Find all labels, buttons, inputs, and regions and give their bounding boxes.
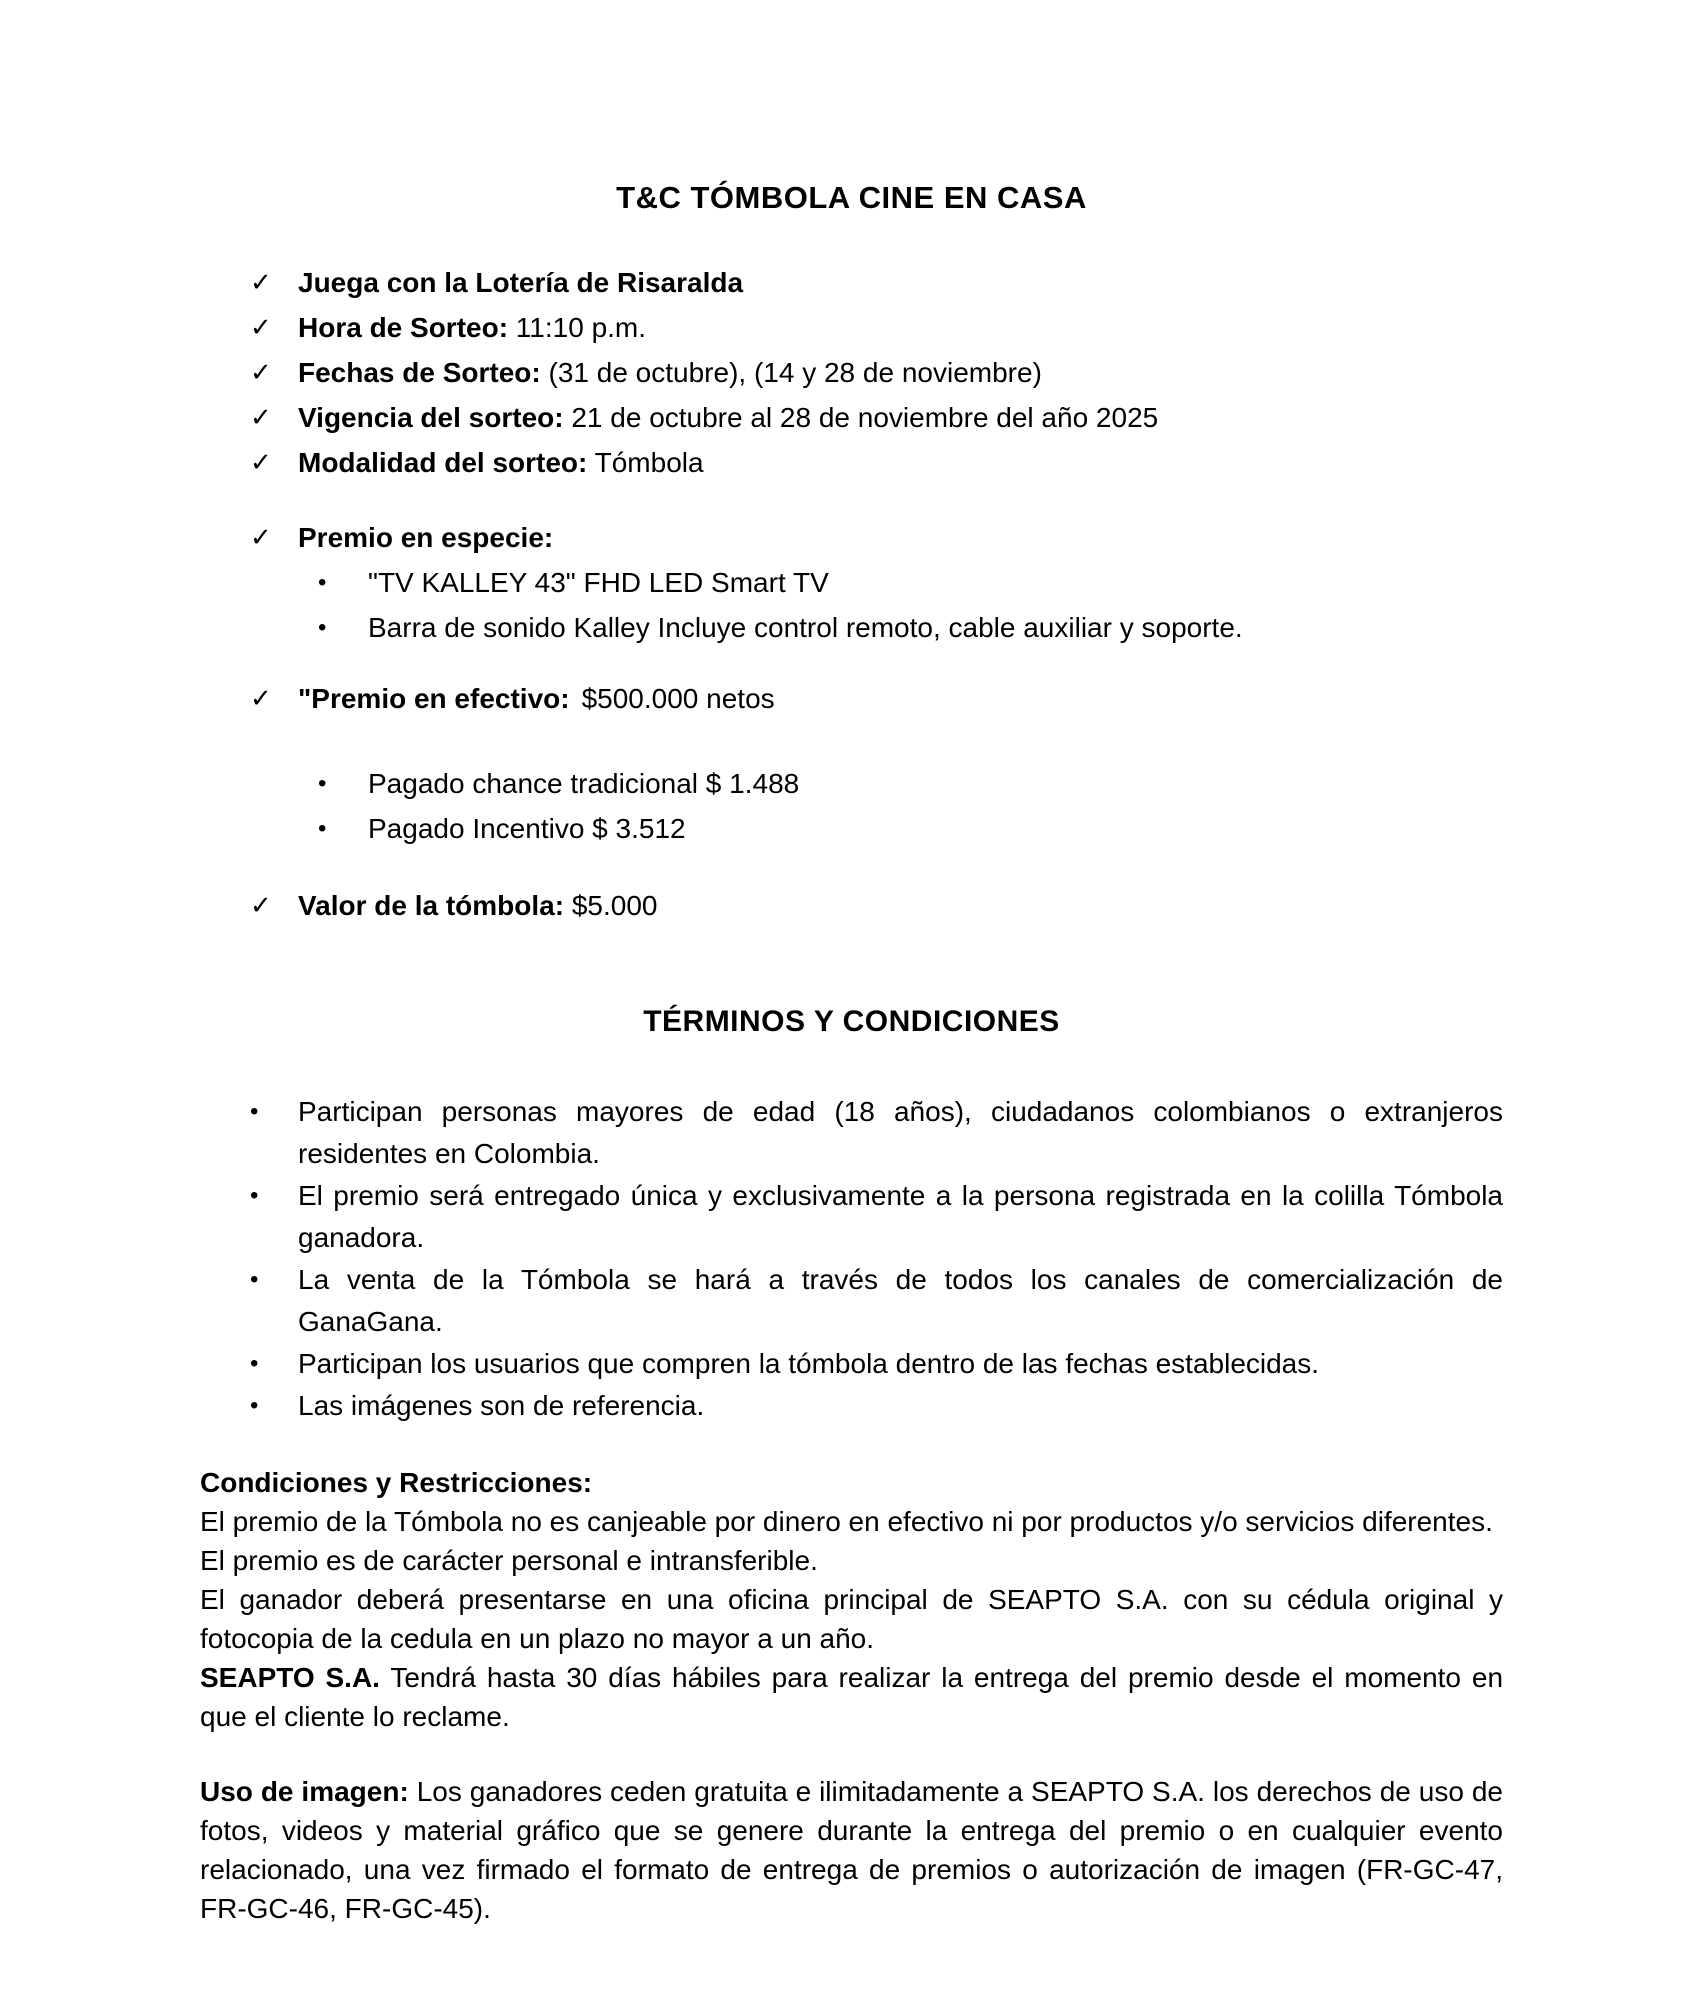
bullet-icon: • xyxy=(318,770,327,797)
bullet-icon: • xyxy=(318,815,327,842)
item-label: Hora de Sorteo: xyxy=(298,312,509,343)
item-label: Premio en especie: xyxy=(298,522,554,553)
list-item-text xyxy=(298,515,553,560)
checkmark-icon: ✓ xyxy=(250,402,272,432)
list-item-text xyxy=(298,883,657,928)
terms-list xyxy=(200,1091,1503,1427)
list-item-text xyxy=(298,305,646,350)
term-item xyxy=(200,1385,1503,1427)
item-value: 21 de octubre al 28 de noviembre del año 2025 xyxy=(563,402,1159,433)
seapto-text: Tendrá hasta 30 días hábiles para realizar la entrega del premio desde el momento en que el cliente lo reclame. xyxy=(200,1662,1504,1732)
list-item-text xyxy=(298,395,1158,440)
term-text: Las imágenes son de referencia. xyxy=(298,1390,705,1421)
term-item xyxy=(200,1091,1503,1175)
checkmark-icon: ✓ xyxy=(250,683,272,713)
list-item-text xyxy=(298,676,775,721)
list-item xyxy=(200,260,1503,305)
bullet-icon: • xyxy=(318,569,327,596)
item-label: Fechas de Sorteo: xyxy=(298,357,541,388)
item-label: "Premio en efectivo: xyxy=(298,683,570,714)
term-item xyxy=(200,1175,1503,1259)
item-label: Vigencia del sorteo: xyxy=(298,402,564,433)
conditions-paragraph-seapto xyxy=(200,1658,1503,1736)
list-item xyxy=(200,440,1503,485)
conditions-section xyxy=(200,1463,1503,1736)
list-item-text xyxy=(298,350,1042,395)
seapto-lead: SEAPTO S.A. xyxy=(200,1662,380,1693)
bullet-icon: • xyxy=(318,614,327,641)
checkmark-icon: ✓ xyxy=(250,312,272,342)
bullet-icon: • xyxy=(250,1266,259,1293)
premio-especie-item xyxy=(200,515,1503,560)
list-item xyxy=(200,305,1503,350)
draw-info-checklist xyxy=(200,260,1503,485)
list-item-text xyxy=(298,260,743,305)
term-text: La venta de la Tómbola se hará a través de todos los canales de comercialización de GanaGana. xyxy=(298,1264,1503,1337)
term-text: Participan los usuarios que compren la tómbola dentro de las fechas establecidas. xyxy=(298,1348,1320,1379)
list-item xyxy=(200,395,1503,440)
term-item xyxy=(200,1343,1503,1385)
checkmark-icon: ✓ xyxy=(250,357,272,387)
checkmark-icon: ✓ xyxy=(250,447,272,477)
premio-especie-subitem xyxy=(200,560,1503,605)
image-use-paragraph xyxy=(200,1772,1503,1928)
premio-efectivo-subitem xyxy=(200,806,1503,851)
subitem-text: Pagado chance tradicional $ 1.488 xyxy=(368,768,800,799)
bullet-icon: • xyxy=(250,1182,259,1209)
checkmark-icon: ✓ xyxy=(250,890,272,920)
page-title: T&C TÓMBOLA CINE EN CASA xyxy=(616,180,1087,215)
list-item-text xyxy=(298,440,704,485)
conditions-paragraph: El premio es de carácter personal e intransferible. xyxy=(200,1545,818,1576)
checkmark-icon: ✓ xyxy=(250,522,272,552)
item-label: Juega con la Lotería de Risaralda xyxy=(298,267,744,298)
item-value: $5.000 xyxy=(564,890,658,921)
premio-efectivo-subitem xyxy=(200,761,1503,806)
subitem-text: Pagado Incentivo $ 3.512 xyxy=(368,813,686,844)
bullet-icon: • xyxy=(250,1098,259,1125)
item-label: Valor de la tómbola: xyxy=(298,890,565,921)
conditions-paragraph: El premio de la Tómbola no es canjeable por dinero en efectivo ni por productos y/o servicios diferentes. xyxy=(200,1506,1493,1537)
premio-especie-subitem xyxy=(200,605,1503,650)
conditions-paragraph: El ganador deberá presentarse en una oficina principal de SEAPTO S.A. con su cédula original y fotocopia de la cedula en un plazo no mayor a un año. xyxy=(200,1584,1503,1654)
checkmark-icon: ✓ xyxy=(250,267,272,297)
bullet-icon: • xyxy=(250,1392,259,1419)
bullet-icon: • xyxy=(250,1350,259,1377)
item-value: (31 de octubre), (14 y 28 de noviembre) xyxy=(540,357,1042,388)
valor-tombola-item xyxy=(200,883,1503,928)
term-item xyxy=(200,1259,1503,1343)
list-item xyxy=(200,350,1503,395)
subitem-text: "TV KALLEY 43" FHD LED Smart TV xyxy=(368,567,829,598)
image-use-text: Los ganadores ceden gratuita e ilimitadamente a SEAPTO S.A. los derechos de uso de fotos, videos y material gráfico que se genere durante la entrega del premio o en cualquier evento relacionado, una vez firmado el formato de entrega de premios o autorización de imagen (FR-GC-47, FR-GC-46, FR-GC-45). xyxy=(200,1776,1503,1924)
term-text: El premio será entregado única y exclusivamente a la persona registrada en la colilla Tómbola ganadora. xyxy=(298,1180,1503,1253)
term-text: Participan personas mayores de edad (18 años), ciudadanos colombianos o extranjeros residentes en Colombia. xyxy=(298,1096,1503,1169)
image-use-lead: Uso de imagen: xyxy=(200,1776,409,1807)
premio-efectivo-item xyxy=(200,676,1503,721)
subitem-text: Barra de sonido Kalley Incluye control remoto, cable auxiliar y soporte. xyxy=(368,612,1243,643)
item-label: Modalidad del sorteo: xyxy=(298,447,588,478)
conditions-heading: Condiciones y Restricciones: xyxy=(200,1467,593,1498)
item-value: $500.000 netos xyxy=(581,683,775,714)
item-value: Tómbola xyxy=(587,447,704,478)
item-value: 11:10 p.m. xyxy=(508,312,647,343)
terms-heading: TÉRMINOS Y CONDICIONES xyxy=(643,1005,1060,1038)
